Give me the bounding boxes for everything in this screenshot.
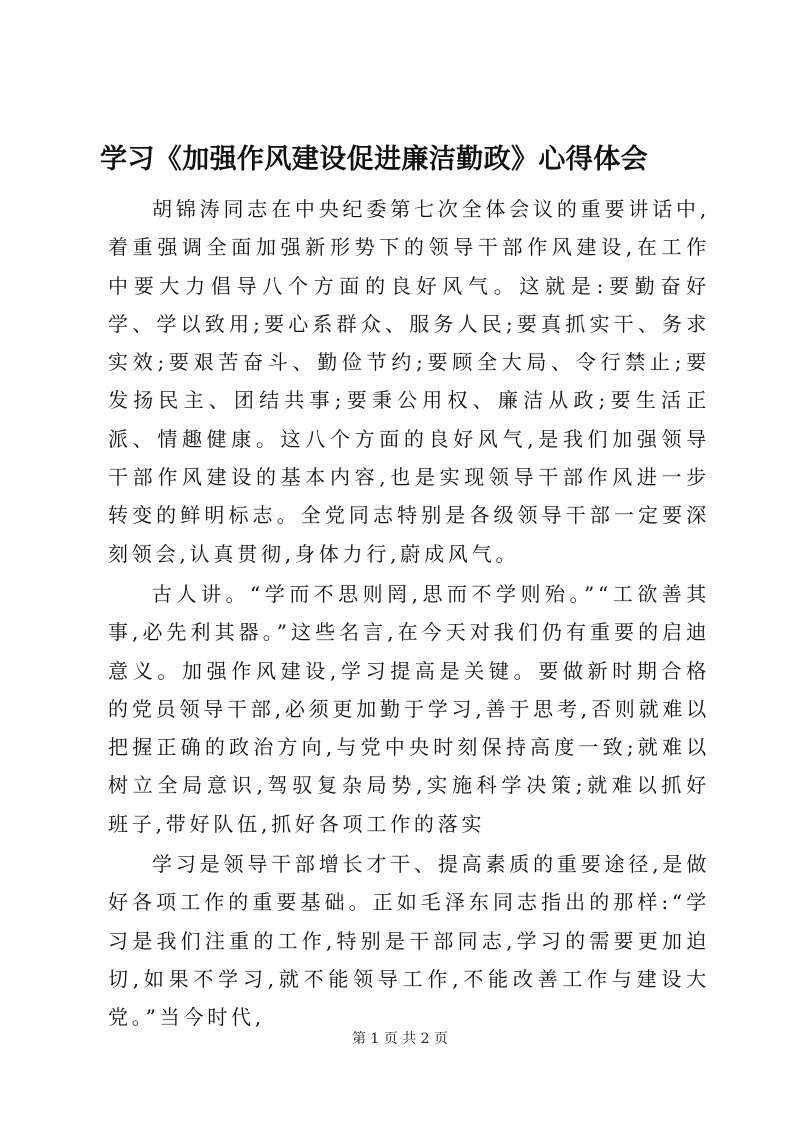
paragraph-2: 古人讲。“学而不思则罔,思而不学则殆。”“工欲善其事,必先利其器。”这些名言,在今天对我们仍有重要的启迪意义。加强作风建设,学习提高是关键。要做新时期合格的党员领导干部,必须更加勤于学习,善于思考,否则就难以把握正确的政治方向,与党中央时刻保持高度一致;就难以树立全局意识,驾驭复杂局势,实施科学决策;就难以抓好班子,带好队伍,抓好各项工作的落实 [108, 581, 710, 836]
paragraph-1: 胡锦涛同志在中央纪委第七次全体会议的重要讲话中,着重强调全面加强新形势下的领导干部作风建设,在工作中要大力倡导八个方面的良好风气。这就是:要勤奋好学、学以致用;要心系群众、服务人民;要真抓实干、务求实效;要艰苦奋斗、勤俭节约;要顾全大局、令行禁止;要发扬民主、团结共事;要秉公用权、廉洁从政;要生活正派、情趣健康。这八个方面的良好风气,是我们加强领导干部作风建设的基本内容,也是实现领导干部作风进一步转变的鲜明标志。全党同志特别是各级领导干部一定要深刻领会,认真贯彻,身体力行,蔚成风气。 [108, 197, 710, 566]
page-number-footer: 第 1 页 共 2 页 [351, 1031, 449, 1047]
paragraph-3: 学习是领导干部增长才干、提高素质的重要途径,是做好各项工作的重要基础。正如毛泽东同志指出的那样:“学习是我们注重的工作,特别是干部同志,学习的需要更加迫切,如果不学习,就不能领导工作,不能改善工作与建设大党。”当今时代, [108, 852, 710, 1030]
document-body [108, 190, 710, 1039]
document-title: 学习《加强作风建设促进廉洁勤政》心得体会 [100, 144, 648, 175]
